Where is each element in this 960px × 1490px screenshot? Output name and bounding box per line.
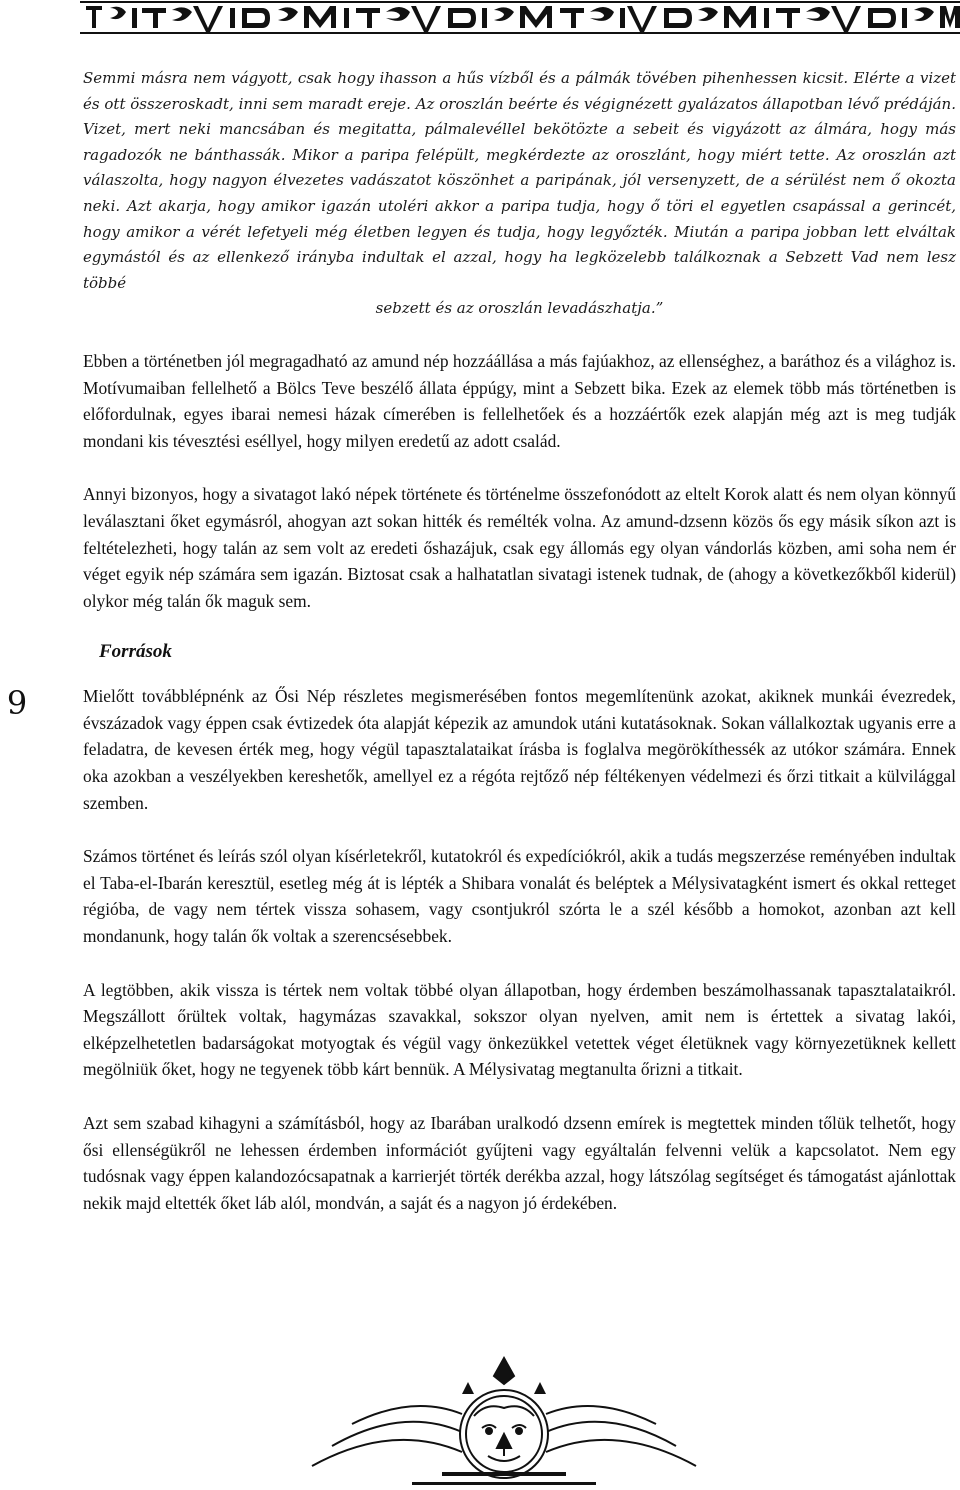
paragraph-returnees: A legtöbben, akik vissza is tértek nem voltak többé olyan állapotban, hogy érdemben beszámolhassanak tapasztalataikról. Megszállott őrültek voltak, hagymázas szavakkal, sokszor olyan nyelven, amit nem is értettek a sivatag lakói, elképzelhetetlen badarságokat motyogtak és végül vagy önkezükkel vetettek véget életüknek vagy környezetüknek kellett megölniük őket, hogy ne tegyenek több kárt bennük. A Mélysivatag megtanulta őrizni a titkait.: [83, 979, 956, 1080]
page-content: [83, 66, 956, 1243]
decorative-script-border-icon: [80, 0, 960, 36]
paragraph-sources-intro: Mielőtt továbblépnénk az Ősi Nép részletes megismerésében fontos megemlítenünk azokat, akiknek munkái évezredek, évszázadok vagy éppen csak évtizedek óta alapját képezik az amundok utáni kutatásoknak. Sokan vállalkoztak ugyanis erre a feladatra, de kevesen érték meg, hogy végül tapasztalataikat írásba is foglalva megörökíthessék az utókor számára. Ennek oka azokban a veszélyekben kereshetők, amellyel ez a régóta rejtőző nép féltékenyen védelmezi és őrzi titkait a külvilággal szemben.: [83, 686, 956, 813]
story-quote-last-line: sebzett és az oroszlán levadászhatja.”: [375, 299, 664, 318]
paragraph-story-analysis: Ebben a történetben jól megragadható az amund nép hozzáállása a más fajúakhoz, az ellenséghez, a baráthoz és a világhoz is. Motívumaiban fellelhető a Bölcs Teve beszélő állata éppúgy, mint a Sebzett bika. Ezek az elemek több más történetben is előfordulnak, egyes ibarai nemesi házak címerében is fellelhetőek és a hozzáértők ezek alapján még azt is meg tudják mondani kis tévesztési eséllyel, hogy milyen eredetű az adott család.: [83, 350, 957, 451]
section-heading-sources: Források: [99, 641, 172, 663]
paragraph-djenn-emirs: Azt sem szabad kihagyni a számításból, hogy az Ibarában uralkodó dzsenn emírek is megtettek minden tőlük telhetőt, hogy ősi ellenségükről ne lehessen érdemben információt gyűjteni vagy egyáltalán felvenni velük a kapcsolatot. Nem egy tudósnak vagy éppen kalandozócsapatnak a karrierjét törték derékba azzal, hogy látszólag segítséget és támogatást ajánlottak nekik majd eltették őket láb alól, mondván, a saját és a nagyon jó érdekében.: [83, 1113, 956, 1213]
paragraph-expeditions: Számos történet és leírás szól olyan kísérletekről, kutatokról és expedíciókról, akik a tudás megszerzése reményében indultak el Taba-el-Ibarán keresztül, esetleg még át is lépték a Shibara vonalát és beléptek a Mélysivatagként ismert és okkal retteget régióba, de vagy nem tértek vissza sohasem, vagy csontjukról szórta le a szél később a homokot, azonban azt kell mondanunk, hogy talán ők voltak a szerencsésebbek.: [83, 846, 956, 947]
header-ornament: [80, 0, 960, 36]
page-number: 9: [6, 684, 28, 722]
footer-ornament: [292, 1354, 716, 1490]
story-quote: [83, 66, 956, 322]
story-quote-text: Semmi másra nem vágyott, csak hogy ihasson a hűs vízből és a pálmák tövében pihenhessen kicsit. Elérte a vizet és ott összeroskadt, inni sem maradt ereje. Az oroszlán beérte és végignézett gyalázatos állapotban lévő prédáján. Vizet, mert neki mancsában és megitatta, pálmalevéllel bekötözte a sebeit és vigyázott az álmára, hogy más ragadozók ne bánthassák. Mikor a paripa felépült, megkérdezte az oroszlánt, hogy miért tette. Az oroszlán azt válaszolta, hogy nagyon élvezetes vadászatot köszönhet a paripának, jól versenyzett, de a sérülést nem ő okozta neki. Azt akarja, hogy amikor igazán utoléri akkor a paripa tudja, hogy ő töri el egyetlen csapással a gerincét, hogy amikor a vérét lefetyeli még életben legyen és tudja, hogy legyőzték. Miután a paripa jobban lett elváltak egymástól és az ellenkező irányba indultak el azzal, hogy ha legközelebb találkoznak a Sebzett Vad nem lesz többé: [83, 69, 956, 292]
lion-head-crest-icon: [292, 1354, 716, 1490]
paragraph-desert-peoples: Annyi bizonyos, hogy a sivatagot lakó népek története és történelme összefonódott az eltelt Korok alatt és nem olyan könnyű leválasztani őket egymásról, ahogyan azt sokan hitték és remélték volna. Az amund-dzsenn közös ős egy másik síkon azt is feltételezheti, hogy talán az sem volt az eredeti őshazájuk, csak egy állomás egy olyan vándorlás közben, ami soha nem ér véget egyik nép számára sem igazán. Biztosat csak a halhatatlan sivatagi istenek tudnak, de (ahogy a következőkből kiderül) olykor még talán ők maguk sem.: [83, 484, 956, 611]
